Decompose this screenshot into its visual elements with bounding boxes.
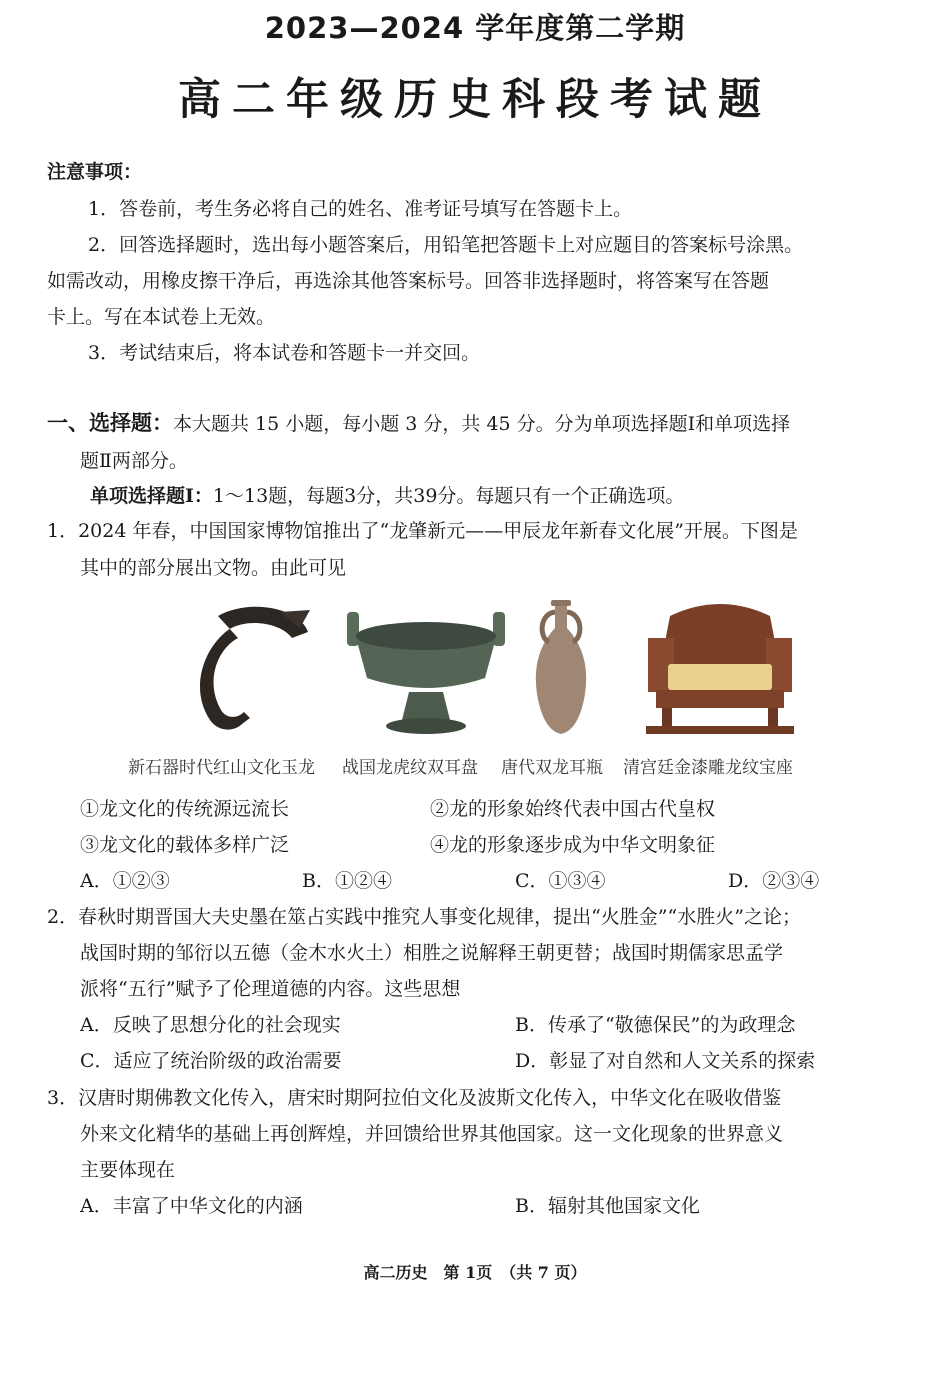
q2-option-b[interactable]: B．传承了“敬德保民”的为政理念 — [515, 1014, 796, 1036]
q2-stem-line-3: 派将“五行”赋予了伦理道德的内容。这些思想 — [80, 978, 461, 1000]
q1-stem-line-1: 1．2024 年春，中国国家博物馆推出了“龙肇新元——甲辰龙年新春文化展”开展。下图是 — [47, 520, 798, 542]
q1-option-b[interactable]: B．①②④ — [302, 870, 392, 892]
q2-option-d[interactable]: D．彰显了对自然和人文关系的探索 — [515, 1050, 816, 1072]
q2-stem-line-1: 2．春秋时期晋国大夫史墨在筮占实践中推究人事变化规律，提出“火胜金”“水胜火”之论； — [47, 906, 801, 928]
dragon-throne-image — [640, 598, 800, 738]
term-heading: 2023—2024 学年度第二学期 — [264, 11, 686, 45]
notice-item-3: 3．考试结束后，将本试卷和答题卡一并交回。 — [88, 342, 481, 364]
q2-option-c[interactable]: C．适应了统治阶级的政治需要 — [80, 1050, 342, 1072]
section-1-desc-line-2: 题Ⅱ两部分。 — [80, 450, 188, 472]
subsection-1-header — [90, 484, 684, 508]
notice-heading: 注意事项： — [47, 161, 143, 183]
jade-dragon-image — [180, 598, 320, 738]
q1-statement-2: ②龙的形象始终代表中国古代皇权 — [430, 798, 716, 820]
caption-jade-dragon: 新石器时代红山文化玉龙 — [128, 758, 315, 778]
double-dragon-vase-image — [525, 598, 597, 738]
caption-bronze-plate: 战国龙虎纹双耳盘 — [342, 758, 478, 778]
page-footer: 高二历史 第 1页 （共 7 页） — [363, 1263, 587, 1282]
notice-item-2-line-1: 2．回答选择题时，选出每小题答案后，用铅笔把答题卡上对应题目的答案标号涂黑。 — [88, 234, 804, 256]
subsection-1-desc: 1～13题，每题3分，共39分。每题只有一个正确选项。 — [212, 485, 685, 507]
q1-statement-4: ④龙的形象逐步成为中华文明象征 — [430, 834, 716, 856]
q2-option-a[interactable]: A．反映了思想分化的社会现实 — [80, 1014, 341, 1036]
q1-statement-1: ①龙文化的传统源远流长 — [80, 798, 290, 820]
q1-option-c[interactable]: C．①③④ — [515, 870, 606, 892]
section-1-label: 一、选择题： — [47, 410, 173, 435]
notice-item-2-line-3: 卡上。写在本试卷上无效。 — [47, 306, 276, 328]
q3-stem-line-1: 3．汉唐时期佛教文化传入，唐宋时期阿拉伯文化及波斯文化传入，中华文化在吸收借鉴 — [47, 1087, 782, 1109]
q3-stem-line-3: 主要体现在 — [80, 1159, 176, 1181]
exam-title: 高二年级历史科段考试题 — [178, 75, 772, 125]
q1-stem-line-2: 其中的部分展出文物。由此可见 — [80, 557, 347, 579]
section-1-desc: 本大题共 15 小题，每小题 3 分，共 45 分。分为单项选择题Ⅰ和单项选择 — [173, 413, 791, 435]
bronze-plate-image — [345, 606, 507, 738]
notice-item-1: 1．答卷前，考生务必将自己的姓名、准考证号填写在答题卡上。 — [88, 198, 633, 220]
section-1-header — [47, 411, 790, 436]
caption-vase: 唐代双龙耳瓶 — [501, 758, 603, 778]
caption-throne: 清宫廷金漆雕龙纹宝座 — [623, 758, 793, 778]
q1-option-d[interactable]: D．②③④ — [728, 870, 820, 892]
q3-option-a[interactable]: A．丰富了中华文化的内涵 — [80, 1195, 303, 1217]
subsection-1-label: 单项选择题Ⅰ： — [90, 485, 213, 507]
q3-stem-line-2: 外来文化精华的基础上再创辉煌，并回馈给世界其他国家。这一文化现象的世界意义 — [80, 1123, 784, 1145]
q1-statement-3: ③龙文化的载体多样广泛 — [80, 834, 290, 856]
q2-stem-line-2: 战国时期的邹衍以五德（金木水火土）相胜之说解释王朝更替；战国时期儒家思孟学 — [80, 942, 784, 964]
q1-option-a[interactable]: A．①②③ — [80, 870, 170, 892]
notice-item-2-line-2: 如需改动，用橡皮擦干净后，再选涂其他答案标号。回答非选择题时，将答案写在答题 — [47, 270, 770, 292]
q3-option-b[interactable]: B．辐射其他国家文化 — [515, 1195, 700, 1217]
